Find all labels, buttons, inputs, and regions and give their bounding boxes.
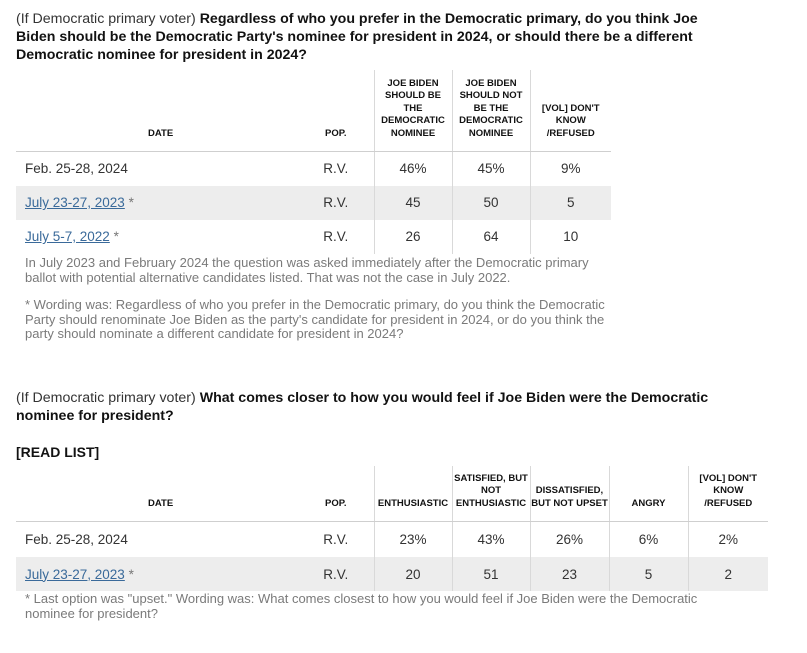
row-date: Feb. 25-28, 2024 (25, 161, 128, 176)
row-value: 50 (452, 186, 530, 220)
col-header-dissatisfied: DISSATISFIED, BUT NOT UPSET (530, 466, 609, 521)
row-value: 45% (452, 151, 530, 186)
table-row (16, 220, 611, 254)
table-2-footnote: * Last option was "upset." Wording was: What comes closest to how you would feel if Joe Biden were the Democratic nominee for president? (25, 591, 698, 621)
row-pop: R.V. (298, 220, 374, 254)
question-1 (16, 10, 736, 64)
col-header-pop: POP. (298, 70, 374, 151)
footnote-marker: * (113, 229, 119, 244)
col-header-enthusiastic: ENTHUSIASTIC (374, 466, 452, 521)
row-value: 20 (374, 557, 452, 591)
row-value: 26% (530, 521, 609, 557)
table-row (16, 521, 768, 557)
survey-link[interactable]: July 5-7, 2022 (25, 229, 110, 244)
row-value: 45 (374, 186, 452, 220)
col-header-date: DATE (16, 466, 298, 521)
row-value: 64 (452, 220, 530, 254)
col-header-pop: POP. (298, 466, 374, 521)
col-header-dont-know: [VOL] DON'T KNOW /REFUSED (688, 466, 768, 521)
row-value: 43% (452, 521, 530, 557)
row-value: 2 (688, 557, 768, 591)
row-value: 9% (560, 161, 581, 176)
row-value: 2% (718, 531, 738, 547)
row-value: 26 (374, 220, 452, 254)
col-header-angry: ANGRY (609, 466, 688, 521)
question-2-text: What comes closer to how you would feel if Joe Biden were the Democratic nominee for president? (16, 390, 709, 424)
row-value: 5 (609, 557, 688, 591)
footnote-marker: * (128, 566, 134, 582)
question-1-prefix: (If Democratic primary voter) (16, 11, 196, 27)
row-pop: R.V. (298, 151, 374, 186)
col-header-satisfied: SATISFIED, BUT NOT ENTHUSIASTIC (452, 466, 530, 521)
row-date: Feb. 25-28, 2024 (25, 531, 128, 547)
table-row (16, 151, 611, 186)
row-pop: R.V. (298, 186, 374, 220)
question-2 (16, 389, 736, 425)
row-pop: R.V. (298, 557, 374, 591)
row-value: 23 (530, 557, 609, 591)
survey-link[interactable]: July 23-27, 2023 (25, 195, 125, 210)
table-row (16, 557, 768, 591)
results-table-2 (16, 466, 768, 591)
survey-link[interactable]: July 23-27, 2023 (25, 566, 125, 582)
question-2-prefix: (If Democratic primary voter) (16, 390, 196, 406)
footnote-marker: * (128, 195, 134, 210)
row-value: 6% (609, 521, 688, 557)
col-header-should-not-be: JOE BIDEN SHOULD NOT BE THE DEMOCRATIC NOMINEE (452, 70, 530, 151)
results-table-1 (16, 70, 611, 254)
row-value: 5 (530, 186, 611, 220)
table-1-footnote: * Wording was: Regardless of who you prefer in the Democratic primary, do you think the Democratic Party should renominate Joe Biden as the party's candidate for president in 2024, or do you think the party should nominate a different candidate for president in 2024? (25, 297, 605, 341)
table-1-note: In July 2023 and February 2024 the question was asked immediately after the Democratic primary ballot with potential alternative candidates listed. That was not the case in July 2022. (25, 255, 589, 285)
row-value: 51 (452, 557, 530, 591)
table-row (16, 186, 611, 220)
row-value: 10 (563, 229, 579, 244)
col-header-should-be: JOE BIDEN SHOULD BE THE DEMOCRATIC NOMINEE (374, 70, 452, 151)
row-value: 23% (399, 531, 427, 547)
row-value: 46% (374, 151, 452, 186)
read-list-label: [READ LIST] (16, 444, 100, 460)
col-header-dont-know: [VOL] DON'T KNOW /REFUSED (530, 70, 611, 151)
col-header-date: DATE (16, 70, 298, 151)
row-pop: R.V. (298, 521, 374, 557)
question-1-text: Regardless of who you prefer in the Democratic primary, do you think Joe Biden should be the Democratic Party's nominee for president in 2024, or should there be a different Democratic nominee for president in 2024? (16, 11, 698, 63)
